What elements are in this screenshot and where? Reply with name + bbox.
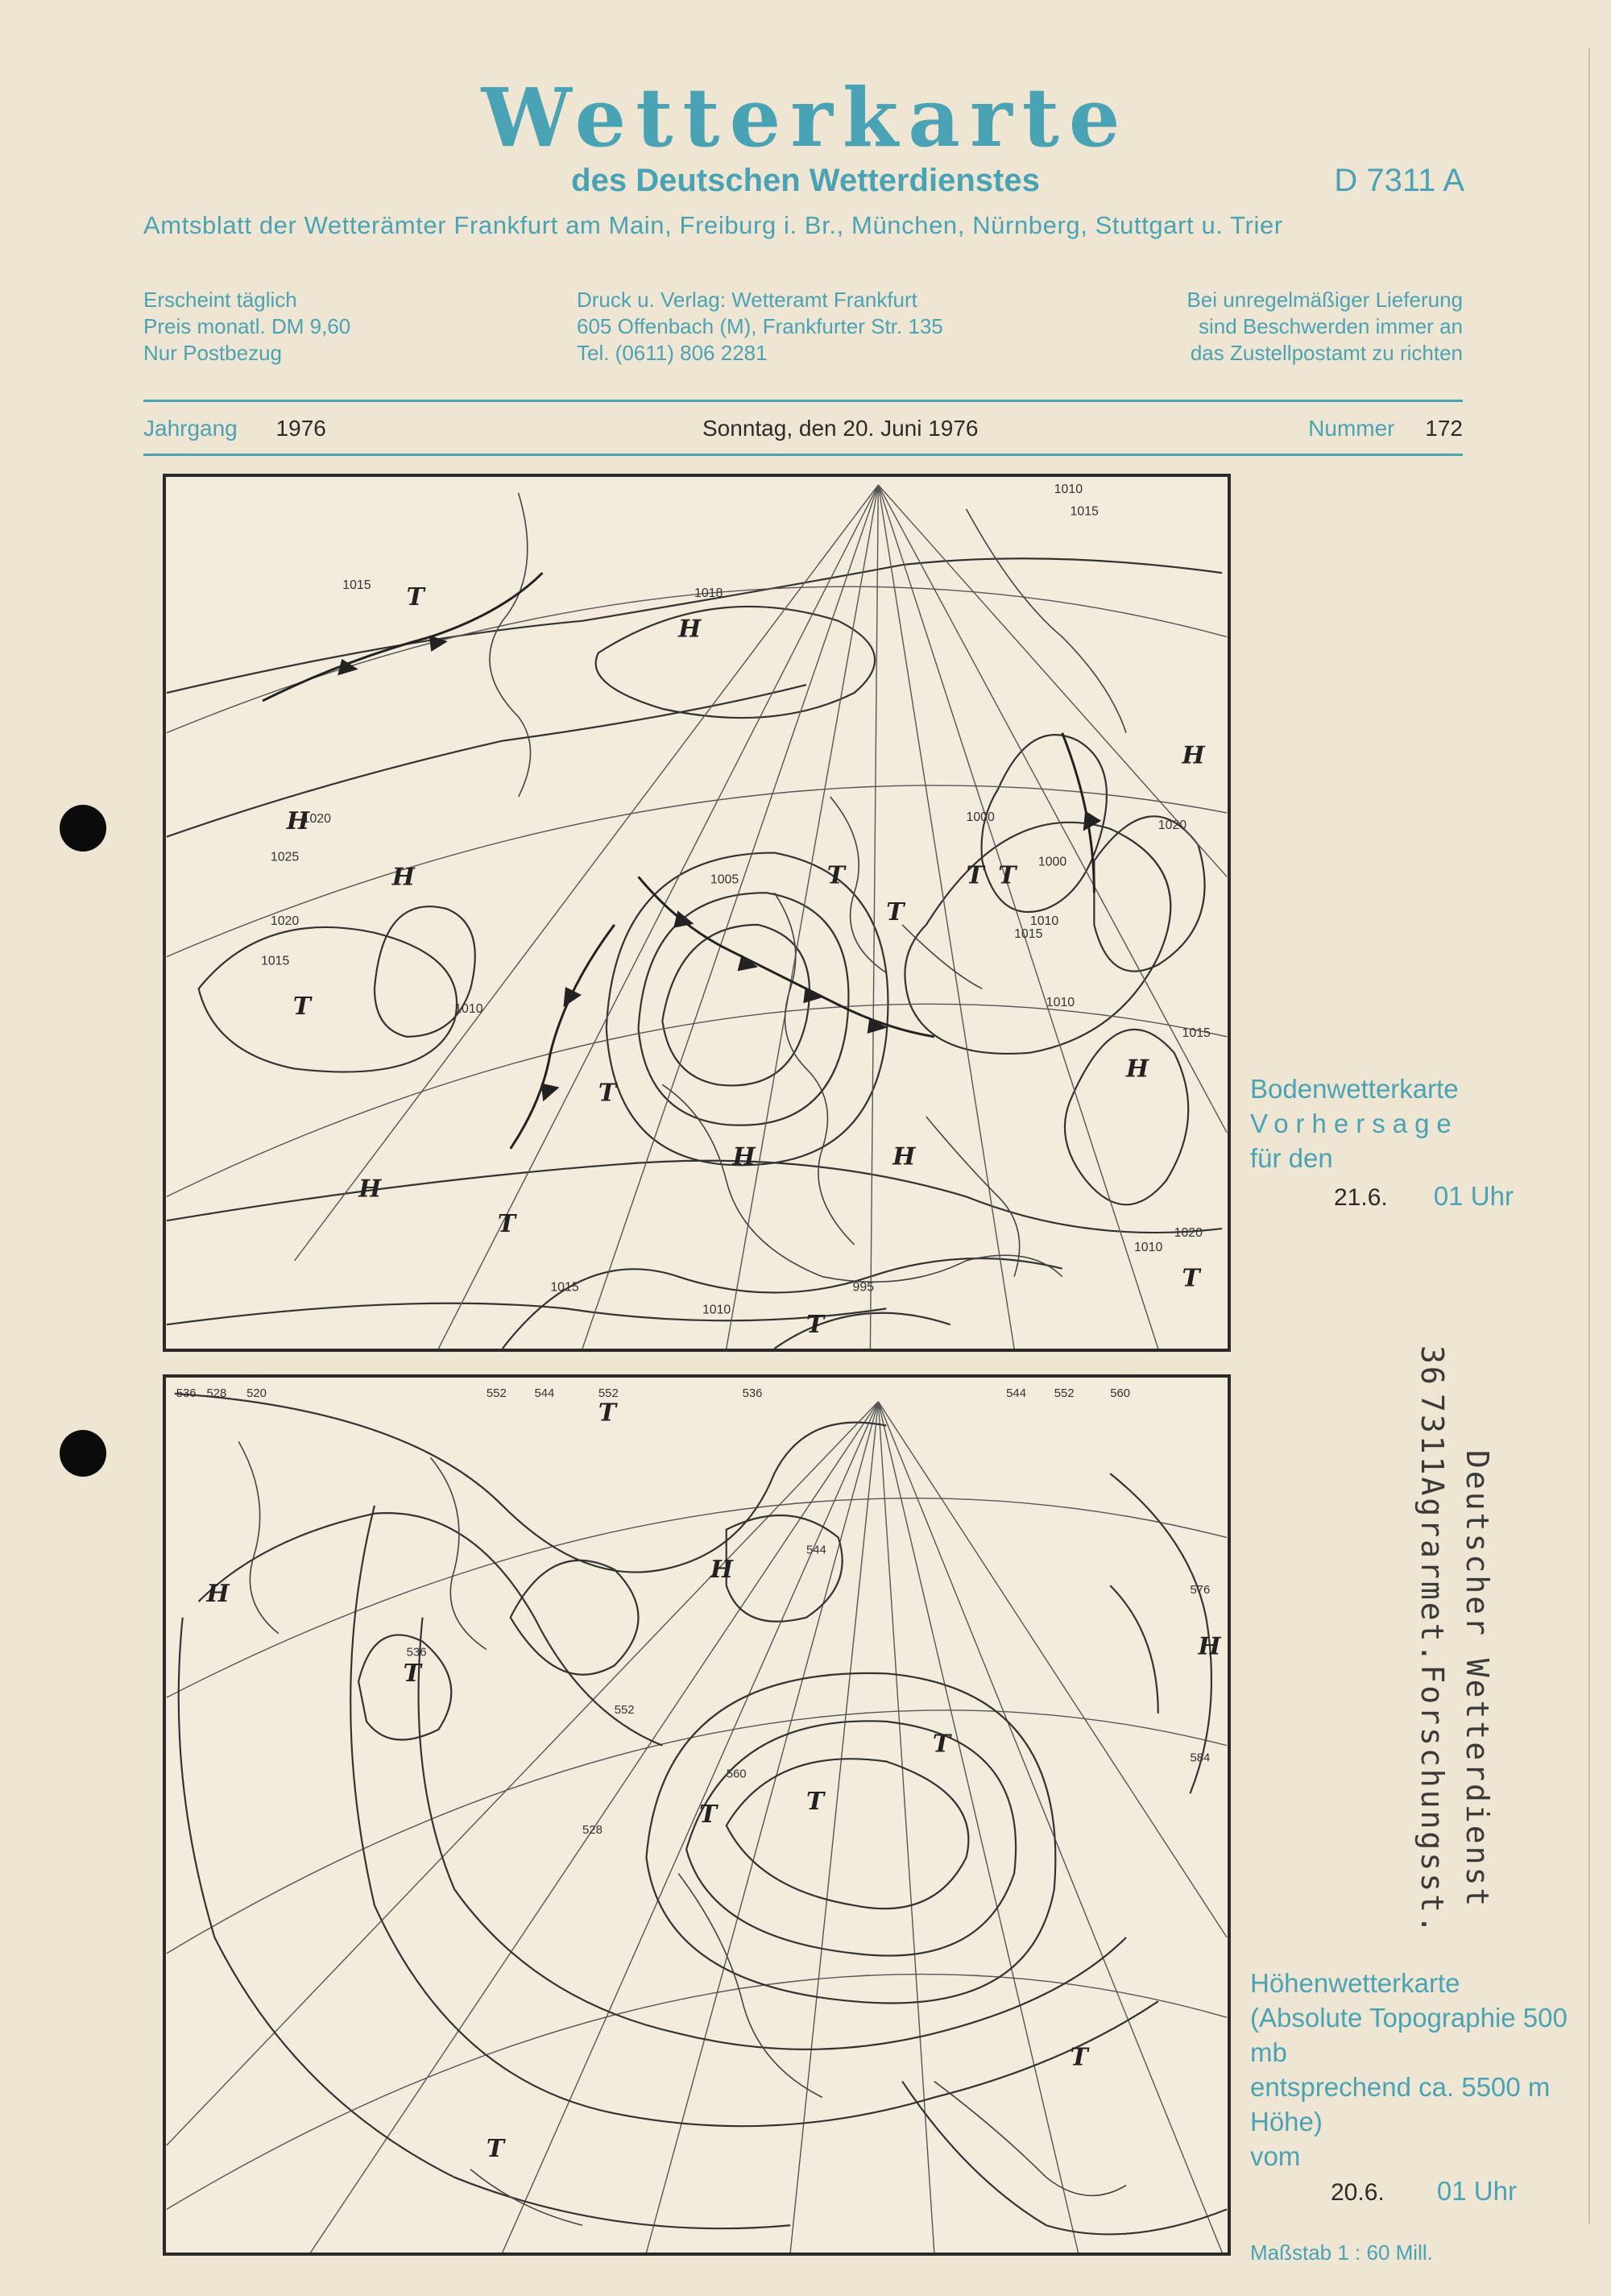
contour-label: 544 <box>806 1544 826 1557</box>
jahrgang-label: Jahrgang <box>143 416 238 441</box>
low-pressure-marker: T <box>932 1730 950 1759</box>
upper-time: 01 Uhr <box>1436 2176 1517 2206</box>
low-pressure-marker: T <box>486 2134 505 2163</box>
contour-label: 544 <box>1006 1386 1026 1400</box>
nummer-label: Nummer <box>1308 416 1395 441</box>
low-pressure-marker: T <box>998 861 1017 890</box>
low-pressure-marker: T <box>406 582 424 611</box>
contour-label: 552 <box>486 1386 507 1400</box>
high-pressure-marker: H <box>1182 741 1205 770</box>
upper-air-map <box>163 1374 1231 2256</box>
low-pressure-marker: T <box>806 1311 825 1340</box>
high-pressure-marker: H <box>678 615 702 644</box>
isobar-label: 1015 <box>550 1280 579 1295</box>
isobar-label: 1020 <box>1174 1226 1203 1241</box>
coastlines <box>238 1441 1126 2225</box>
isobars <box>167 558 1222 1349</box>
isobar-label: 1010 <box>1054 482 1083 496</box>
stamp-number: 36 <box>1414 1345 1450 1387</box>
isobar-label: 1000 <box>1037 855 1067 869</box>
isobar-label: 1025 <box>270 850 300 864</box>
contour-label: 584 <box>1190 1751 1211 1765</box>
surface-caption-forecast: Vorhersage <box>1250 1109 1459 1138</box>
contour-label: 536 <box>742 1386 763 1400</box>
isobar-label: 1015 <box>1070 504 1099 519</box>
contour-label: 536 <box>176 1386 197 1400</box>
punch-hole <box>60 1430 106 1477</box>
stamp-line1: Deutscher Wetterdienst <box>1460 1450 1495 1909</box>
isobar-label: 1015 <box>261 954 290 968</box>
jahrgang <box>143 416 326 441</box>
contour-label: 528 <box>582 1823 603 1837</box>
high-pressure-marker: H <box>710 1556 734 1585</box>
info-left <box>143 287 350 367</box>
info-right-line: das Zustellpostamt zu richten <box>1190 341 1463 365</box>
isobar-label: 1015 <box>342 578 371 592</box>
low-pressure-marker: T <box>886 897 905 926</box>
isobar-label: 1005 <box>710 872 739 887</box>
isobar-label: 1010 <box>702 1303 731 1317</box>
low-pressure-marker: T <box>1182 1264 1200 1293</box>
contour-label: 520 <box>246 1386 267 1400</box>
low-pressure-marker: T <box>1070 2043 1088 2072</box>
contour-label: 552 <box>614 1703 635 1717</box>
contour-label: 576 <box>1190 1584 1211 1598</box>
upper-caption-vom: vom <box>1250 2141 1301 2171</box>
info-left-line: Preis monatl. DM 9,60 <box>143 314 351 338</box>
upper-caption-sub1: (Absolute Topographie 500 mb <box>1250 2003 1568 2067</box>
info-right <box>1187 287 1463 367</box>
isobar-label: 1015 <box>1182 1026 1211 1040</box>
high-pressure-marker: H <box>358 1175 382 1204</box>
top-rule <box>143 400 1463 402</box>
contour-label: 560 <box>726 1768 747 1781</box>
nummer <box>1308 416 1463 441</box>
upper-caption-sub2: entsprechend ca. 5500 m Höhe) <box>1250 2072 1551 2136</box>
low-pressure-marker: T <box>497 1210 516 1239</box>
isobar-label: 1020 <box>270 914 300 928</box>
low-pressure-marker: T <box>806 1788 825 1817</box>
info-right-line: Bei unregelmäßiger Lieferung <box>1187 288 1463 312</box>
upper-map-drawing <box>166 1378 1228 2252</box>
upper-date: 20.6. <box>1331 2179 1385 2206</box>
surface-caption-title: Bodenwetterkarte <box>1250 1074 1459 1104</box>
archive-stamp <box>1411 1345 1500 1990</box>
low-pressure-marker: T <box>826 861 845 890</box>
contour-label: 544 <box>534 1386 555 1400</box>
surface-map-drawing <box>166 477 1228 1349</box>
surface-caption-for: für den <box>1250 1143 1333 1173</box>
issue-date: Sonntag, den 20. Juni 1976 <box>702 416 979 441</box>
info-middle-line: Tel. (0611) 806 2281 <box>577 341 768 365</box>
jahrgang-value: 1976 <box>275 416 326 441</box>
isobar-label: 1020 <box>1158 818 1187 832</box>
punch-hole <box>60 805 106 852</box>
isobar-label: 1000 <box>966 810 995 824</box>
high-pressure-marker: H <box>1126 1055 1149 1084</box>
paper-fold <box>1588 48 1590 2223</box>
high-pressure-marker: H <box>1198 1632 1221 1661</box>
low-pressure-marker: T <box>403 1660 421 1689</box>
high-pressure-marker: H <box>286 806 309 835</box>
bottom-rule <box>143 454 1463 456</box>
nummer-value: 172 <box>1425 416 1463 441</box>
map-scale: Maßstab 1 : 60 Mill. <box>1250 2240 1433 2265</box>
high-pressure-marker: H <box>732 1142 756 1171</box>
surface-weather-map <box>163 474 1231 1352</box>
upper-caption <box>1250 1966 1611 2210</box>
info-left-line: Nur Postbezug <box>143 341 282 365</box>
low-pressure-marker: T <box>292 993 311 1022</box>
isobar-label: 1010 <box>454 1002 483 1017</box>
info-middle-line: Druck u. Verlag: Wetteramt Frankfurt <box>577 288 917 312</box>
info-right-line: sind Beschwerden immer an <box>1198 314 1463 338</box>
surface-caption <box>1250 1071 1514 1215</box>
contour-label: 528 <box>206 1386 227 1400</box>
low-pressure-marker: T <box>966 861 984 890</box>
stamp-line2: 7311Agrarmet.Forschungsst. <box>1414 1394 1450 1936</box>
high-pressure-marker: H <box>391 863 415 892</box>
isobar-label: 995 <box>852 1280 875 1295</box>
low-pressure-marker: T <box>598 1079 617 1108</box>
contour-label: 552 <box>1054 1386 1075 1400</box>
low-pressure-marker: T <box>598 1399 617 1428</box>
isobar-label: 1010 <box>1046 996 1075 1010</box>
contour-label: 536 <box>406 1646 427 1660</box>
masthead-title: Wetterkarte <box>481 70 1130 165</box>
isobar-label: 1010 <box>1133 1240 1163 1254</box>
contour-label: 560 <box>1110 1386 1131 1400</box>
surface-date: 21.6. <box>1334 1184 1388 1211</box>
info-middle-line: 605 Offenbach (M), Frankfurter Str. 135 <box>577 314 943 338</box>
isobar-label: 1015 <box>1014 926 1043 941</box>
high-pressure-marker: H <box>206 1579 230 1608</box>
info-left-line: Erscheint täglich <box>143 288 297 312</box>
isobar-label: 1018 <box>694 586 723 600</box>
masthead-subtitle: des Deutschen Wetterdienstes <box>571 163 1040 198</box>
low-pressure-marker: T <box>698 1800 718 1829</box>
surface-time: 01 Uhr <box>1433 1181 1514 1211</box>
publication-code: D 7311 A <box>1334 163 1464 198</box>
high-pressure-marker: H <box>892 1142 916 1171</box>
isobar-label: 1010 <box>1029 914 1059 928</box>
info-middle <box>577 287 943 367</box>
upper-caption-title: Höhenwetterkarte <box>1250 1968 1460 1998</box>
amtsblatt-line: Amtsblatt der Wetterämter Frankfurt am Main, Freiburg i. Br., München, Nürnberg, Stuttgart u. Trier <box>143 211 1283 239</box>
isobar-label: 1020 <box>302 811 331 826</box>
contour-label: 552 <box>598 1386 619 1400</box>
